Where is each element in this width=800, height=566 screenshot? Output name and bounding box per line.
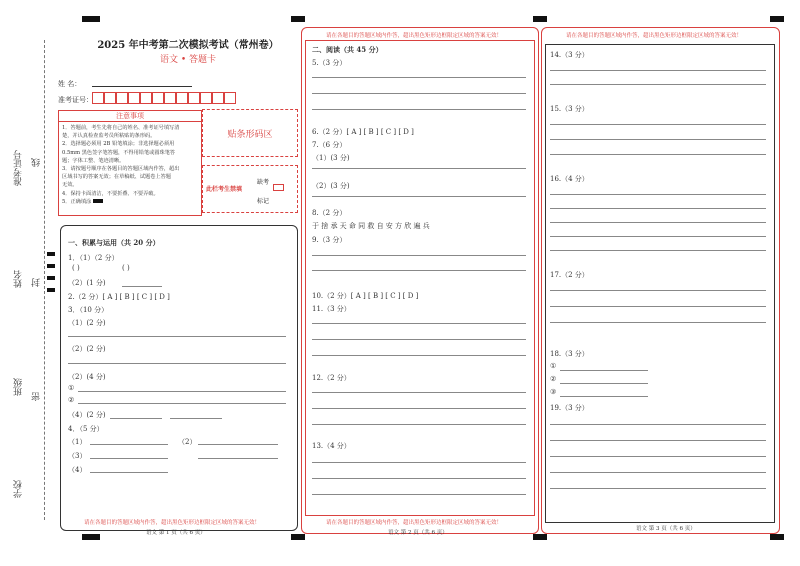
- notice-box: [58, 110, 202, 216]
- fill-example-mark: [93, 199, 103, 203]
- answer-line[interactable]: [550, 194, 766, 195]
- absent-checkbox[interactable]: [273, 184, 284, 191]
- answer-line[interactable]: [122, 286, 162, 287]
- alignment-mark: [533, 16, 547, 22]
- notice-line: 3．请按题号顺序在各题目的答题区域内作答，超出: [62, 166, 180, 173]
- q10-label[interactable]: 10.（2 分）[ A ] [ B ] [ C ] [ D ]: [312, 292, 419, 300]
- answer-line[interactable]: [550, 208, 766, 209]
- alignment-mark: [770, 16, 784, 22]
- section2-title: 二、阅读（共 45 分）: [312, 45, 383, 54]
- alignment-mark: [47, 252, 55, 256]
- notice-line: 1．答题前，考生先将自己的姓名、准考证号填写清: [62, 125, 180, 131]
- answer-line[interactable]: [312, 77, 526, 78]
- q18-label: 18.（3 分）: [550, 350, 589, 358]
- answer-line[interactable]: [550, 290, 766, 291]
- answer-line[interactable]: [90, 472, 168, 473]
- boundary-warning: 请在各题目的答题区域内作答，超出黑色矩形边框限定区域的答案无效！: [326, 520, 503, 526]
- notice-line: 2．选择题必须用 2B 铅笔填涂；非选择题必须用: [62, 141, 175, 148]
- answer-line[interactable]: [550, 440, 766, 441]
- alignment-mark: [47, 276, 55, 280]
- q4-3-label: （3）: [68, 452, 87, 460]
- q12-label: 12.（2 分）: [312, 374, 351, 382]
- answer-line[interactable]: [198, 458, 278, 459]
- notice-line: 4．保持卡面清洁，不要折叠、不要弄破。: [62, 190, 159, 197]
- q4-4-label: （4）: [68, 466, 87, 474]
- answer-line[interactable]: [550, 139, 766, 140]
- page-subtitle: 语文 • 答题卡: [159, 55, 217, 65]
- q14-label: 14.（3 分）: [550, 51, 589, 59]
- alignment-mark: [770, 534, 784, 540]
- answer-line[interactable]: [560, 370, 648, 371]
- answer-line[interactable]: [312, 109, 526, 110]
- answer-line[interactable]: [550, 154, 766, 155]
- boundary-warning: 请在各题目的答题区域内作答，超出黑色矩形边框限定区域的答案无效！: [566, 33, 743, 39]
- q6-label[interactable]: 6.（2 分）[ A ] [ B ] [ C ] [ D ]: [312, 128, 414, 136]
- q1-paren2: ( ): [122, 264, 130, 272]
- q7-2-label: （2）(3 分): [312, 182, 350, 190]
- q1-2-label: （2）(1 分): [68, 279, 106, 287]
- notice-line: 区域书写的答案无效；在草稿纸、试题卷上答题: [62, 174, 171, 181]
- answer-line[interactable]: [170, 418, 222, 419]
- side-label-class: 班级: [14, 378, 24, 396]
- side-label-school: 学校: [14, 480, 24, 498]
- q18-circle3: ③: [550, 388, 557, 396]
- answer-line[interactable]: [198, 444, 278, 445]
- q4-2-label: （2）: [178, 438, 197, 446]
- q17-label: 17.（2 分）: [550, 271, 589, 279]
- page-footer: 语文 第 2 页（共 6 页）: [388, 530, 448, 536]
- answer-line[interactable]: [550, 84, 766, 85]
- answer-line[interactable]: [550, 424, 766, 425]
- answer-line[interactable]: [68, 363, 286, 364]
- section1-title: 一、积累与运用（共 20 分）: [68, 238, 160, 247]
- q13-label: 13.（4 分）: [312, 442, 351, 450]
- side-label-id: 准考证号: [14, 150, 24, 186]
- q3-circle1: ①: [68, 384, 75, 392]
- answer-line[interactable]: [68, 336, 286, 337]
- q7-label: 7.（6 分）: [312, 141, 347, 149]
- notice-title: 注意事项: [59, 111, 201, 122]
- alignment-mark: [47, 264, 55, 268]
- barcode-label: 贴条形码区: [227, 129, 273, 140]
- absent-label: 此栏考生禁填: [206, 186, 243, 193]
- q1-paren1: ( ): [72, 264, 80, 272]
- answer-line[interactable]: [550, 488, 766, 489]
- fill-example-label: 5．正确填涂: [62, 198, 92, 205]
- q4-1-label: （1）: [68, 438, 87, 446]
- alignment-mark: [82, 16, 100, 22]
- answer-line[interactable]: [312, 255, 526, 256]
- answer-line[interactable]: [550, 472, 766, 473]
- q8-label: 8.（2 分）: [312, 209, 347, 217]
- absent-mark-2: 标记: [257, 198, 270, 205]
- alignment-mark: [533, 534, 547, 540]
- name-field[interactable]: [92, 86, 192, 87]
- notice-line: [62, 198, 198, 206]
- answer-line[interactable]: [312, 270, 526, 271]
- q19-label: 19.（3 分）: [550, 404, 589, 412]
- page-footer: 语文 第 3 页（共 6 页）: [636, 526, 696, 532]
- side-label-name: 姓名: [14, 270, 24, 288]
- q3-1-label: （1）(2 分): [68, 319, 106, 327]
- answer-line[interactable]: [312, 196, 526, 197]
- answer-line[interactable]: [78, 391, 286, 392]
- name-label: 姓 名：: [58, 80, 82, 88]
- q16-label: 16.（4 分）: [550, 175, 589, 183]
- q15-label: 15.（3 分）: [550, 105, 589, 113]
- q5-label: 5.（3 分）: [312, 59, 347, 67]
- q3-circle2: ②: [68, 396, 75, 404]
- page-title: 2025 年中考第二次模拟考试（常州卷）: [97, 40, 279, 51]
- q3-label: 3．（10 分）: [68, 306, 109, 314]
- barcode-area: [202, 109, 298, 157]
- notice-line: 无效。: [62, 182, 78, 189]
- answer-line[interactable]: [312, 355, 526, 356]
- answer-line[interactable]: [560, 383, 648, 384]
- binding-line: [44, 40, 45, 520]
- answer-line[interactable]: [312, 323, 526, 324]
- answer-line[interactable]: [110, 418, 162, 419]
- q8-chars: 于 捨 承 天 命 同 救 自 安 方 欣 遍 兵: [312, 222, 430, 230]
- answer-line[interactable]: [312, 424, 526, 425]
- q2-label[interactable]: 2.（2 分）[ A ] [ B ] [ C ] [ D ]: [68, 293, 170, 301]
- alignment-mark: [291, 16, 305, 22]
- q3-2-label: （2）(2 分): [68, 345, 106, 353]
- absent-box: [202, 165, 298, 213]
- answer-line[interactable]: [550, 250, 766, 251]
- answer-line[interactable]: [90, 444, 168, 445]
- answer-line[interactable]: [90, 458, 168, 459]
- alignment-mark: [47, 288, 55, 292]
- side-label-line: 线: [32, 158, 42, 167]
- q18-circle1: ①: [550, 362, 557, 370]
- alignment-mark: [82, 534, 100, 540]
- boundary-warning: 请在各题目的答题区域内作答，超出黑色矩形边框限定区域的答案无效！: [84, 520, 261, 526]
- side-label-seal: 封: [32, 278, 42, 287]
- answer-line[interactable]: [312, 168, 526, 169]
- q3-4-label: （4）(2 分): [68, 411, 106, 419]
- answer-line[interactable]: [312, 408, 526, 409]
- q7-1-label: （1）(3 分): [312, 154, 350, 162]
- q9-label: 9.（3 分）: [312, 236, 347, 244]
- answer-line[interactable]: [560, 396, 648, 397]
- answer-line[interactable]: [312, 462, 526, 463]
- id-label: 准考证号：: [58, 96, 93, 104]
- answer-line[interactable]: [550, 70, 766, 71]
- answer-line[interactable]: [550, 456, 766, 457]
- absent-mark-1: 缺考: [257, 179, 270, 186]
- answer-line[interactable]: [312, 392, 526, 393]
- notice-line: 楚，并认真检查监考员所粘贴的条形码。: [62, 133, 156, 140]
- answer-line[interactable]: [312, 339, 526, 340]
- answer-line[interactable]: [550, 306, 766, 307]
- notice-line: 题；字体工整、笔迹清晰。: [62, 157, 125, 164]
- answer-line[interactable]: [550, 222, 766, 223]
- page3-answer-panel: [545, 44, 775, 523]
- side-label-secret: 密: [32, 392, 42, 401]
- answer-line[interactable]: [312, 494, 526, 495]
- boundary-warning: 请在各题目的答题区域内作答，超出黑色矩形边框限定区域的答案无效！: [326, 33, 503, 39]
- answer-line[interactable]: [550, 236, 766, 237]
- q4-label: 4．（5 分）: [68, 425, 104, 433]
- notice-line: 0.5mm 黑色签字笔答题，不得用铅笔或圆珠笔答: [62, 149, 176, 156]
- answer-line[interactable]: [78, 403, 286, 404]
- page-footer: 语文 第 1 页（共 6 页）: [146, 530, 206, 536]
- q11-label: 11.（3 分）: [312, 305, 351, 313]
- alignment-mark: [291, 534, 305, 540]
- q1-label: 1．（1）（2 分）: [68, 254, 119, 262]
- answer-line[interactable]: [550, 124, 766, 125]
- q3-3-label: （2）(4 分): [68, 373, 106, 381]
- answer-line[interactable]: [312, 478, 526, 479]
- q18-circle2: ②: [550, 375, 557, 383]
- answer-line[interactable]: [550, 322, 766, 323]
- id-boxes[interactable]: [92, 92, 236, 104]
- answer-line[interactable]: [312, 93, 526, 94]
